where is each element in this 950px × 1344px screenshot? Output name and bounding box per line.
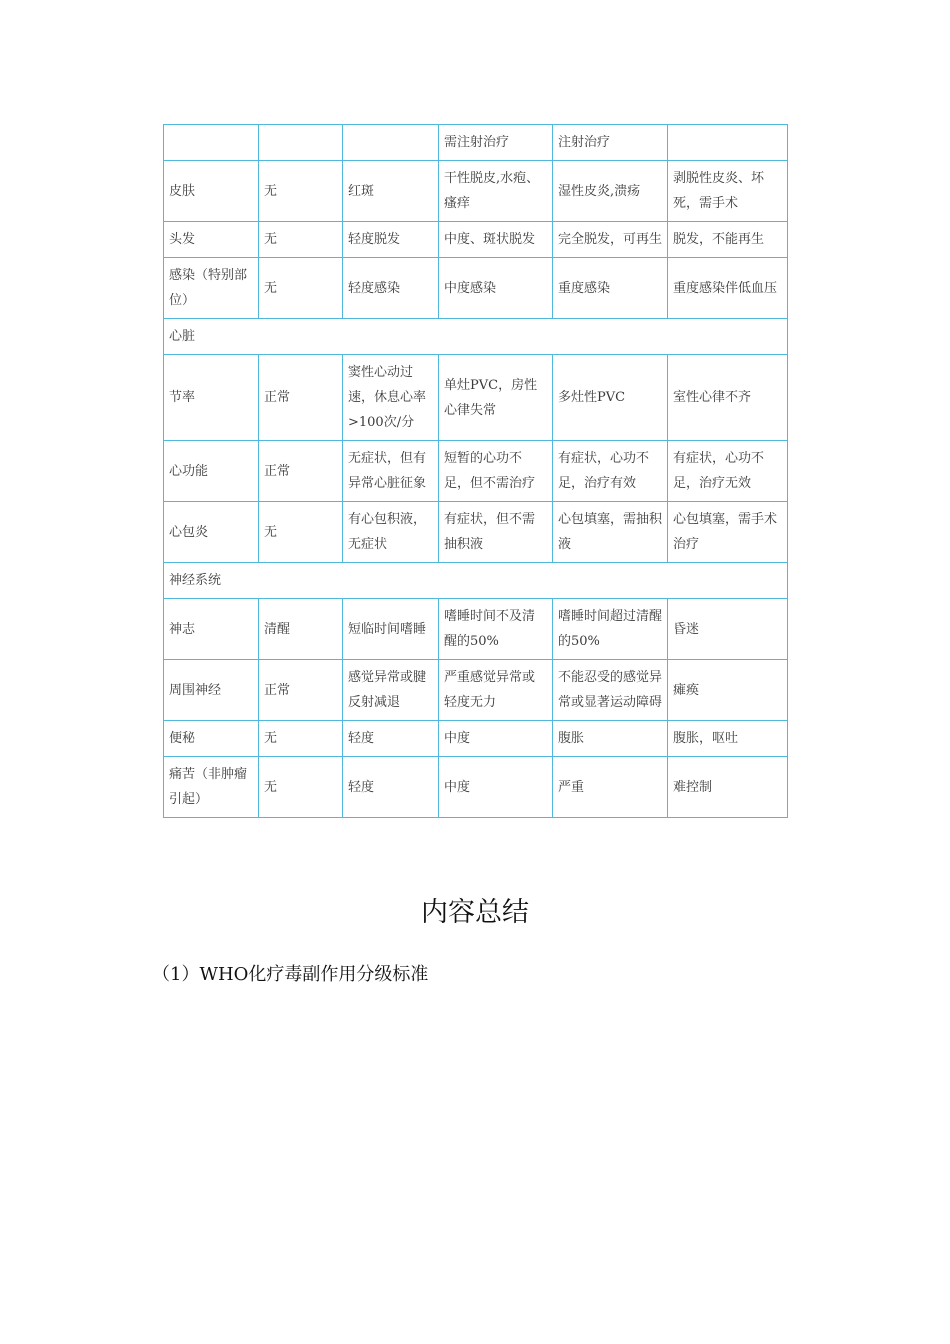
grade-cell: 心包填塞，需抽积液 [553,502,668,563]
grade-cell: 无 [259,721,343,757]
grade-cell: 干性脱皮,水疱、瘙痒 [439,161,553,222]
grade-cell: 清醒 [259,599,343,660]
grade-cell: 感觉异常或腱反射减退 [343,660,439,721]
grade-cell: 注射治疗 [553,125,668,161]
toxicity-grading-table [163,124,788,818]
grade-cell: 重度感染 [553,258,668,319]
grade-cell: 腹胀，呕吐 [668,721,788,757]
grade-cell: 完全脱发，可再生 [553,222,668,258]
summary-item: （1）WHO化疗毒副作用分级标准 [152,964,429,985]
table-row [164,441,788,502]
grade-cell: 窦性心动过速，休息心率>100次/分 [343,355,439,441]
grade-cell: 正常 [259,660,343,721]
grade-cell: 多灶性PVC [553,355,668,441]
row-label-cell: 节率 [164,355,259,441]
grade-cell: 正常 [259,441,343,502]
row-label-cell: 心功能 [164,441,259,502]
grade-cell: 单灶PVC，房性心律失常 [439,355,553,441]
grade-cell: 不能忍受的感觉异常或显著运动障碍 [553,660,668,721]
grade-cell: 无 [259,258,343,319]
grade-cell: 脱发，不能再生 [668,222,788,258]
table-row [164,599,788,660]
grade-cell: 湿性皮炎,溃疡 [553,161,668,222]
table-row [164,222,788,258]
grade-cell: 剥脱性皮炎、坏死，需手术 [668,161,788,222]
table-row [164,125,788,161]
row-label-cell: 周围神经 [164,660,259,721]
grade-cell: 有症状，心功不足，治疗无效 [668,441,788,502]
table-row [164,161,788,222]
grade-cell: 无 [259,757,343,818]
grade-cell: 嗜睡时间超过清醒的50% [553,599,668,660]
summary-title: 内容总结 [421,897,529,928]
grade-cell: 瘫痪 [668,660,788,721]
row-label-cell: 感染（特别部位） [164,258,259,319]
grade-cell: 中度感染 [439,258,553,319]
grade-cell: 无 [259,222,343,258]
grade-cell: 腹胀 [553,721,668,757]
grade-cell: 嗜睡时间不及清醒的50% [439,599,553,660]
grade-cell: 无 [259,161,343,222]
grade-cell: 严重 [553,757,668,818]
grade-cell: 轻度 [343,721,439,757]
grade-cell: 昏迷 [668,599,788,660]
row-label-cell: 头发 [164,222,259,258]
grade-cell: 轻度感染 [343,258,439,319]
grade-cell: 轻度 [343,757,439,818]
section-header: 神经系统 [164,563,788,599]
table-row [164,355,788,441]
grade-cell: 中度 [439,757,553,818]
grade-cell: 短临时间嗜睡 [343,599,439,660]
table-section-row [164,563,788,599]
table-row [164,721,788,757]
table-section-row [164,319,788,355]
grade-cell: 有症状，但不需抽积液 [439,502,553,563]
grade-cell: 中度、斑状脱发 [439,222,553,258]
grade-cell: 难控制 [668,757,788,818]
row-label-cell: 痛苦（非肿瘤引起） [164,757,259,818]
row-label-cell [164,125,259,161]
grade-cell: 无症状，但有异常心脏征象 [343,441,439,502]
grade-cell: 严重感觉异常或轻度无力 [439,660,553,721]
section-header: 心脏 [164,319,788,355]
grade-cell: 短暂的心功不足，但不需治疗 [439,441,553,502]
grade-cell: 心包填塞，需手术治疗 [668,502,788,563]
grade-cell [343,125,439,161]
grade-cell: 正常 [259,355,343,441]
grade-cell: 有心包积液，无症状 [343,502,439,563]
table-row [164,502,788,563]
grade-cell: 轻度脱发 [343,222,439,258]
grade-cell [668,125,788,161]
grade-cell: 中度 [439,721,553,757]
row-label-cell: 皮肤 [164,161,259,222]
grade-cell: 需注射治疗 [439,125,553,161]
table-row [164,258,788,319]
row-label-cell: 心包炎 [164,502,259,563]
grade-cell: 重度感染伴低血压 [668,258,788,319]
table-body [164,125,788,818]
table-row [164,660,788,721]
table-row [164,757,788,818]
grade-cell: 有症状，心功不足，治疗有效 [553,441,668,502]
grade-cell: 红斑 [343,161,439,222]
grade-cell: 无 [259,502,343,563]
row-label-cell: 便秘 [164,721,259,757]
grade-cell: 室性心律不齐 [668,355,788,441]
row-label-cell: 神志 [164,599,259,660]
grade-cell [259,125,343,161]
